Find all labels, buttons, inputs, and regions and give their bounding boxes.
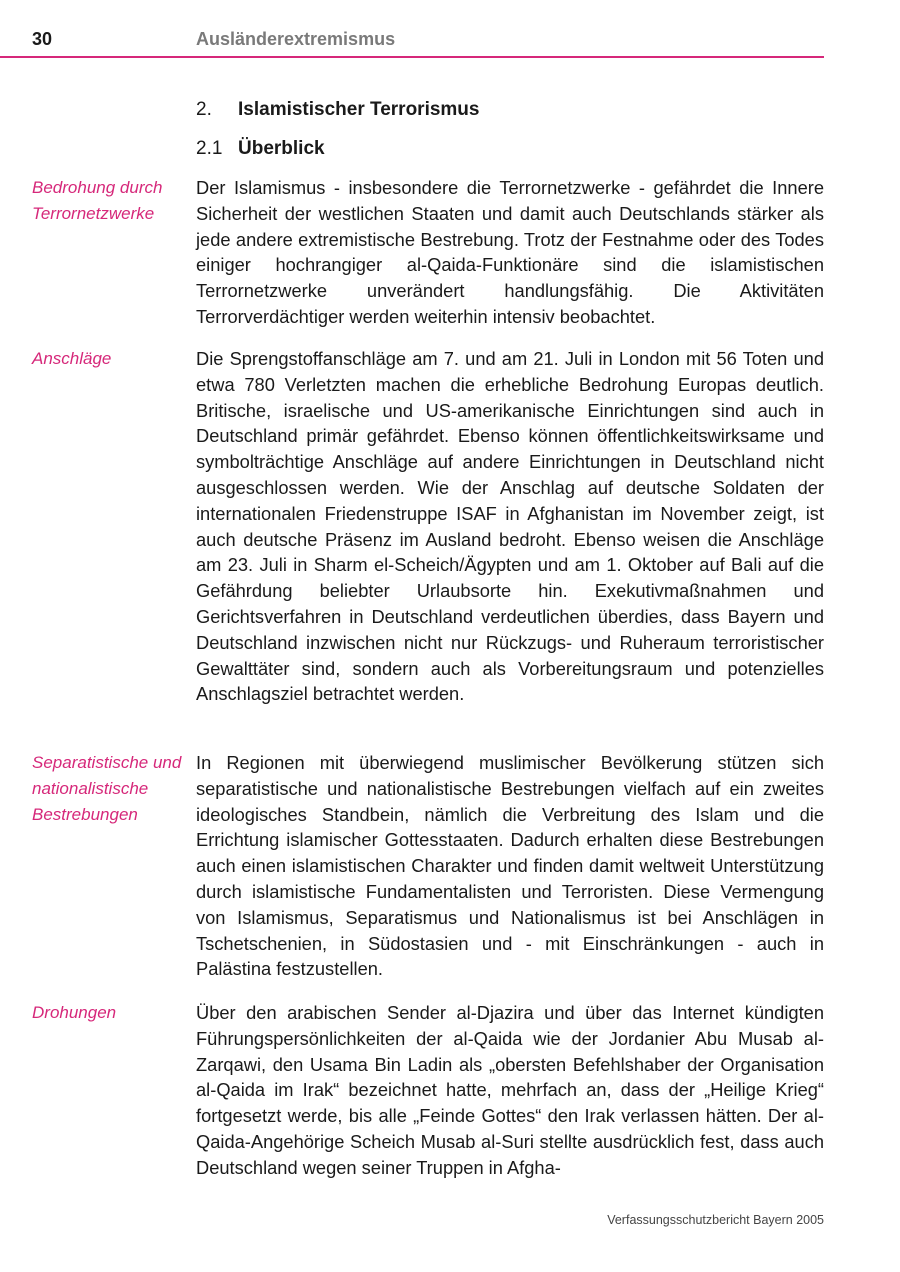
margin-note: Anschläge [32,349,112,368]
paragraph: In Regionen mit überwiegend muslimischer Bevölkerung stützen sich separatistische und nationalistische Bestrebungen vielfach auf ein zweites ideologisches Standbein, nämlich die Verbreitung des Islam und die Errichtung islamischer Gottesstaaten. Dadurch erhalten diese Bestrebungen auch einen islamistischen Charakter und finden damit weltweit Unterstützung durch islamistische Fundamentalisten und Terroristen. Diese Vermengung von Islamismus, Separatismus und Nationalismus ist bei Anschlägen in Tschetschenien, in Südostasien und - mit Einschränkungen - auch in Palästina festzustellen. [196,752,824,980]
paragraph: Die Sprengstoffanschläge am 7. und am 21. Juli in London mit 56 Toten und etwa 780 Verletzten machen die erhebliche Bedrohung Europas deutlich. Britische, israelische und US-amerikanische Einrichtungen sind auch in Deutschland primär gefährdet. Ebenso können öffentlichkeitswirksame und symbolträchtige Anschläge auf andere Einrichtungen in Deutschland nicht ausgeschlossen werden. Wie der Anschlag auf deutsche Soldaten der internationalen Friedenstruppe ISAF in Afghanistan im November zeigt, ist auch deutsche Präsenz im Ausland bedroht. Ebenso weisen die Anschläge am 23. Juli in Sharm el-Scheich/Ägypten und am 1. Oktober auf Bali auf die Gefährdung beliebter Urlaubsorte hin. Exekutivmaßnahmen und Gerichtsverfahren in Deutschland verdeutlichen überdies, dass Bayern und Deutschland inzwischen nicht nur Rückzugs- und Ruheraum terroristischer Gewalttäter sind, sondern auch als Vorbereitungsraum und potenzielles Anschlagsziel betrachtet werden. [196,348,824,705]
section-heading [196,138,325,160]
footer-publication: Verfassungsschutzbericht Bayern 2005 [607,1213,824,1227]
paragraph: Über den arabischen Sender al-Djazira und über das Internet kündigten Führungspersönlichkeiten der al-Qaida wie der Jordanier Abu Musab al-Zarqawi, den Usama Bin Ladin als „obersten Befehlshaber der Organisation al-Qaida im Irak“ bezeichnet hatte, mehrfach an, dass der „Heilige Krieg“ fortgesetzt werde, bis alle „Feinde Gottes“ den Irak verlassen hätten. Der al-Qaida-Angehörige Scheich Musab al-Suri stellte ausdrücklich fest, dass auch Deutschland wegen seiner Truppen in Afgha- [196,1002,824,1178]
chapter-heading [196,99,479,121]
margin-note: Bedrohung durch Terrornetzwerke [32,178,163,223]
section-number: 2.1 [196,138,223,159]
margin-note: Separatistische und nationalistische Bestrebungen [32,753,182,824]
running-title: Ausländerextremismus [196,29,396,49]
header-rule [0,56,824,58]
section-title: Überblick [238,138,325,159]
margin-note: Drohungen [32,1003,117,1022]
page-number: 30 [32,29,53,49]
chapter-title: Islamistischer Terrorismus [238,99,480,120]
paragraph: Der Islamismus - insbesondere die Terrornetzwerke - gefährdet die Innere Sicherheit der westlichen Staaten und damit auch Deutschlands stärker als jede andere extremistische Bestrebung. Trotz der Festnahme oder des Todes einiger hochrangiger al-Qaida-Funktionäre sind die islamistischen Terrornetzwerke unverändert handlungsfähig. Die Aktivitäten Terrorverdächtiger werden weiterhin intensiv beobachtet. [196,177,824,327]
chapter-number: 2. [196,99,212,120]
